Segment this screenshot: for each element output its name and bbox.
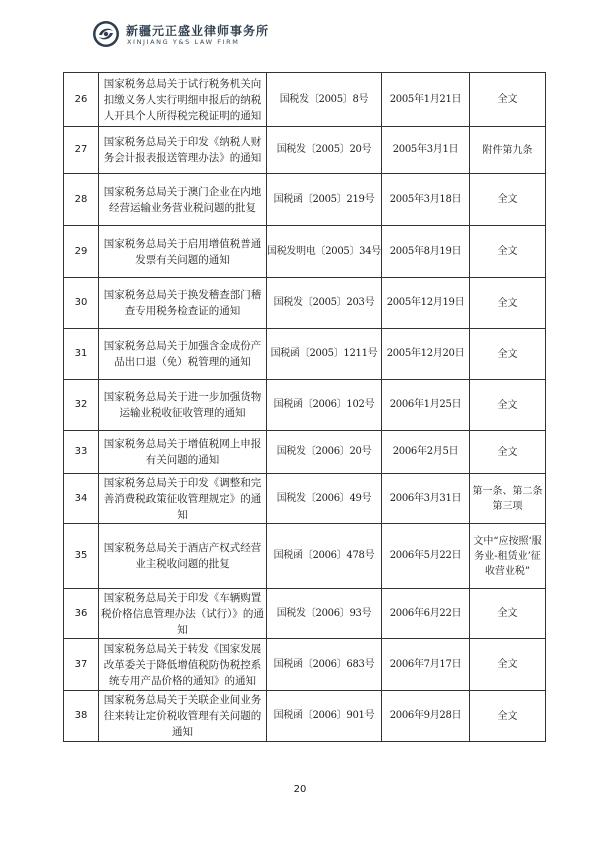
row-title: 国家税务总局关于关联企业间业务往来转让定价税收管理有关问题的通知 xyxy=(99,691,267,742)
row-number: 27 xyxy=(64,127,99,174)
row-date: 2006年1月25日 xyxy=(382,380,470,431)
firm-name-en: XINJIANG Y&S LAW FIRM xyxy=(127,38,240,46)
row-scope: 全文 xyxy=(470,329,546,380)
row-number: 34 xyxy=(64,474,99,524)
row-scope: 文中“应按照‘服务业-租赁业’征收营业税” xyxy=(470,524,546,589)
table-row xyxy=(64,639,546,691)
row-number: 28 xyxy=(64,174,99,226)
row-scope: 全文 xyxy=(470,380,546,431)
row-scope: 全文 xyxy=(470,431,546,474)
table-row xyxy=(64,127,546,174)
table-row xyxy=(64,524,546,589)
table-row xyxy=(64,226,546,278)
firm-logo-icon xyxy=(92,20,120,48)
row-scope: 第一条、第二条第三项 xyxy=(470,474,546,524)
table-row xyxy=(64,474,546,524)
table-row xyxy=(64,329,546,380)
firm-header xyxy=(92,20,312,50)
row-title: 国家税务总局关于启用增值税普通发票有关问题的通知 xyxy=(99,226,267,278)
row-date: 2005年3月1日 xyxy=(382,127,470,174)
row-number: 33 xyxy=(64,431,99,474)
row-scope: 全文 xyxy=(470,589,546,639)
row-number: 32 xyxy=(64,380,99,431)
row-date: 2005年12月20日 xyxy=(382,329,470,380)
row-title: 国家税务总局关于试行税务机关向扣缴义务人实行明细申报后的纳税人开具个人所得税完税证明的通知 xyxy=(99,73,267,127)
row-title: 国家税务总局关于印发《纳税人财务会计报表报送管理办法》的通知 xyxy=(99,127,267,174)
table-row xyxy=(64,73,546,127)
row-document-number: 国税函〔2005〕219号 xyxy=(267,174,382,226)
row-title: 国家税务总局关于进一步加强货物运输业税收征收管理的通知 xyxy=(99,380,267,431)
row-number: 31 xyxy=(64,329,99,380)
row-scope: 全文 xyxy=(470,691,546,742)
row-number: 30 xyxy=(64,278,99,329)
row-document-number: 国税发〔2005〕8号 xyxy=(267,73,382,127)
row-date: 2005年8月19日 xyxy=(382,226,470,278)
row-number: 37 xyxy=(64,639,99,691)
row-document-number: 国税函〔2006〕102号 xyxy=(267,380,382,431)
firm-name-cn: 新疆元正盛业律师事务所 xyxy=(126,24,270,38)
row-document-number: 国税函〔2006〕901号 xyxy=(267,691,382,742)
row-title: 国家税务总局关于加强含金成份产品出口退（免）税管理的通知 xyxy=(99,329,267,380)
row-scope: 全文 xyxy=(470,278,546,329)
row-number: 35 xyxy=(64,524,99,589)
row-title: 国家税务总局关于酒店产权式经营业主税收问题的批复 xyxy=(99,524,267,589)
table-row xyxy=(64,174,546,226)
row-scope: 全文 xyxy=(470,226,546,278)
row-title: 国家税务总局关于印发《调整和完善消费税政策征收管理规定》的通知 xyxy=(99,474,267,524)
row-document-number: 国税函〔2005〕1211号 xyxy=(267,329,382,380)
row-number: 26 xyxy=(64,73,99,127)
row-scope: 附件第九条 xyxy=(470,127,546,174)
row-document-number: 国税发明电〔2005〕34号 xyxy=(267,226,382,278)
row-number: 38 xyxy=(64,691,99,742)
row-date: 2006年9月28日 xyxy=(382,691,470,742)
row-document-number: 国税发〔2006〕20号 xyxy=(267,431,382,474)
row-date: 2005年1月21日 xyxy=(382,73,470,127)
regulations-table xyxy=(63,72,546,742)
page-number: 20 xyxy=(293,784,307,795)
row-date: 2006年3月31日 xyxy=(382,474,470,524)
row-scope: 全文 xyxy=(470,174,546,226)
row-document-number: 国税发〔2006〕49号 xyxy=(267,474,382,524)
row-document-number: 国税函〔2006〕683号 xyxy=(267,639,382,691)
row-title: 国家税务总局关于换发稽查部门稽查专用税务检查证的通知 xyxy=(99,278,267,329)
row-document-number: 国税发〔2005〕20号 xyxy=(267,127,382,174)
row-document-number: 国税发〔2006〕93号 xyxy=(267,589,382,639)
table-row xyxy=(64,589,546,639)
row-document-number: 国税函〔2006〕478号 xyxy=(267,524,382,589)
row-title: 国家税务总局关于增值税网上申报有关问题的通知 xyxy=(99,431,267,474)
row-title: 国家税务总局关于转发《国家发展改革委关于降低增值税防伪税控系统专用产品价格的通知》的通知 xyxy=(99,639,267,691)
row-date: 2006年7月17日 xyxy=(382,639,470,691)
row-date: 2006年5月22日 xyxy=(382,524,470,589)
row-title: 国家税务总局关于澳门企业在内地经营运输业务营业税问题的批复 xyxy=(99,174,267,226)
row-scope: 全文 xyxy=(470,73,546,127)
row-date: 2006年6月22日 xyxy=(382,589,470,639)
row-number: 36 xyxy=(64,589,99,639)
row-date: 2005年3月18日 xyxy=(382,174,470,226)
row-title: 国家税务总局关于印发《车辆购置税价格信息管理办法（试行）》的通知 xyxy=(99,589,267,639)
row-number: 29 xyxy=(64,226,99,278)
row-scope: 全文 xyxy=(470,639,546,691)
table-row xyxy=(64,380,546,431)
table-row xyxy=(64,278,546,329)
row-document-number: 国税发〔2005〕203号 xyxy=(267,278,382,329)
table-row xyxy=(64,431,546,474)
row-date: 2005年12月19日 xyxy=(382,278,470,329)
row-date: 2006年2月5日 xyxy=(382,431,470,474)
table-row xyxy=(64,691,546,742)
